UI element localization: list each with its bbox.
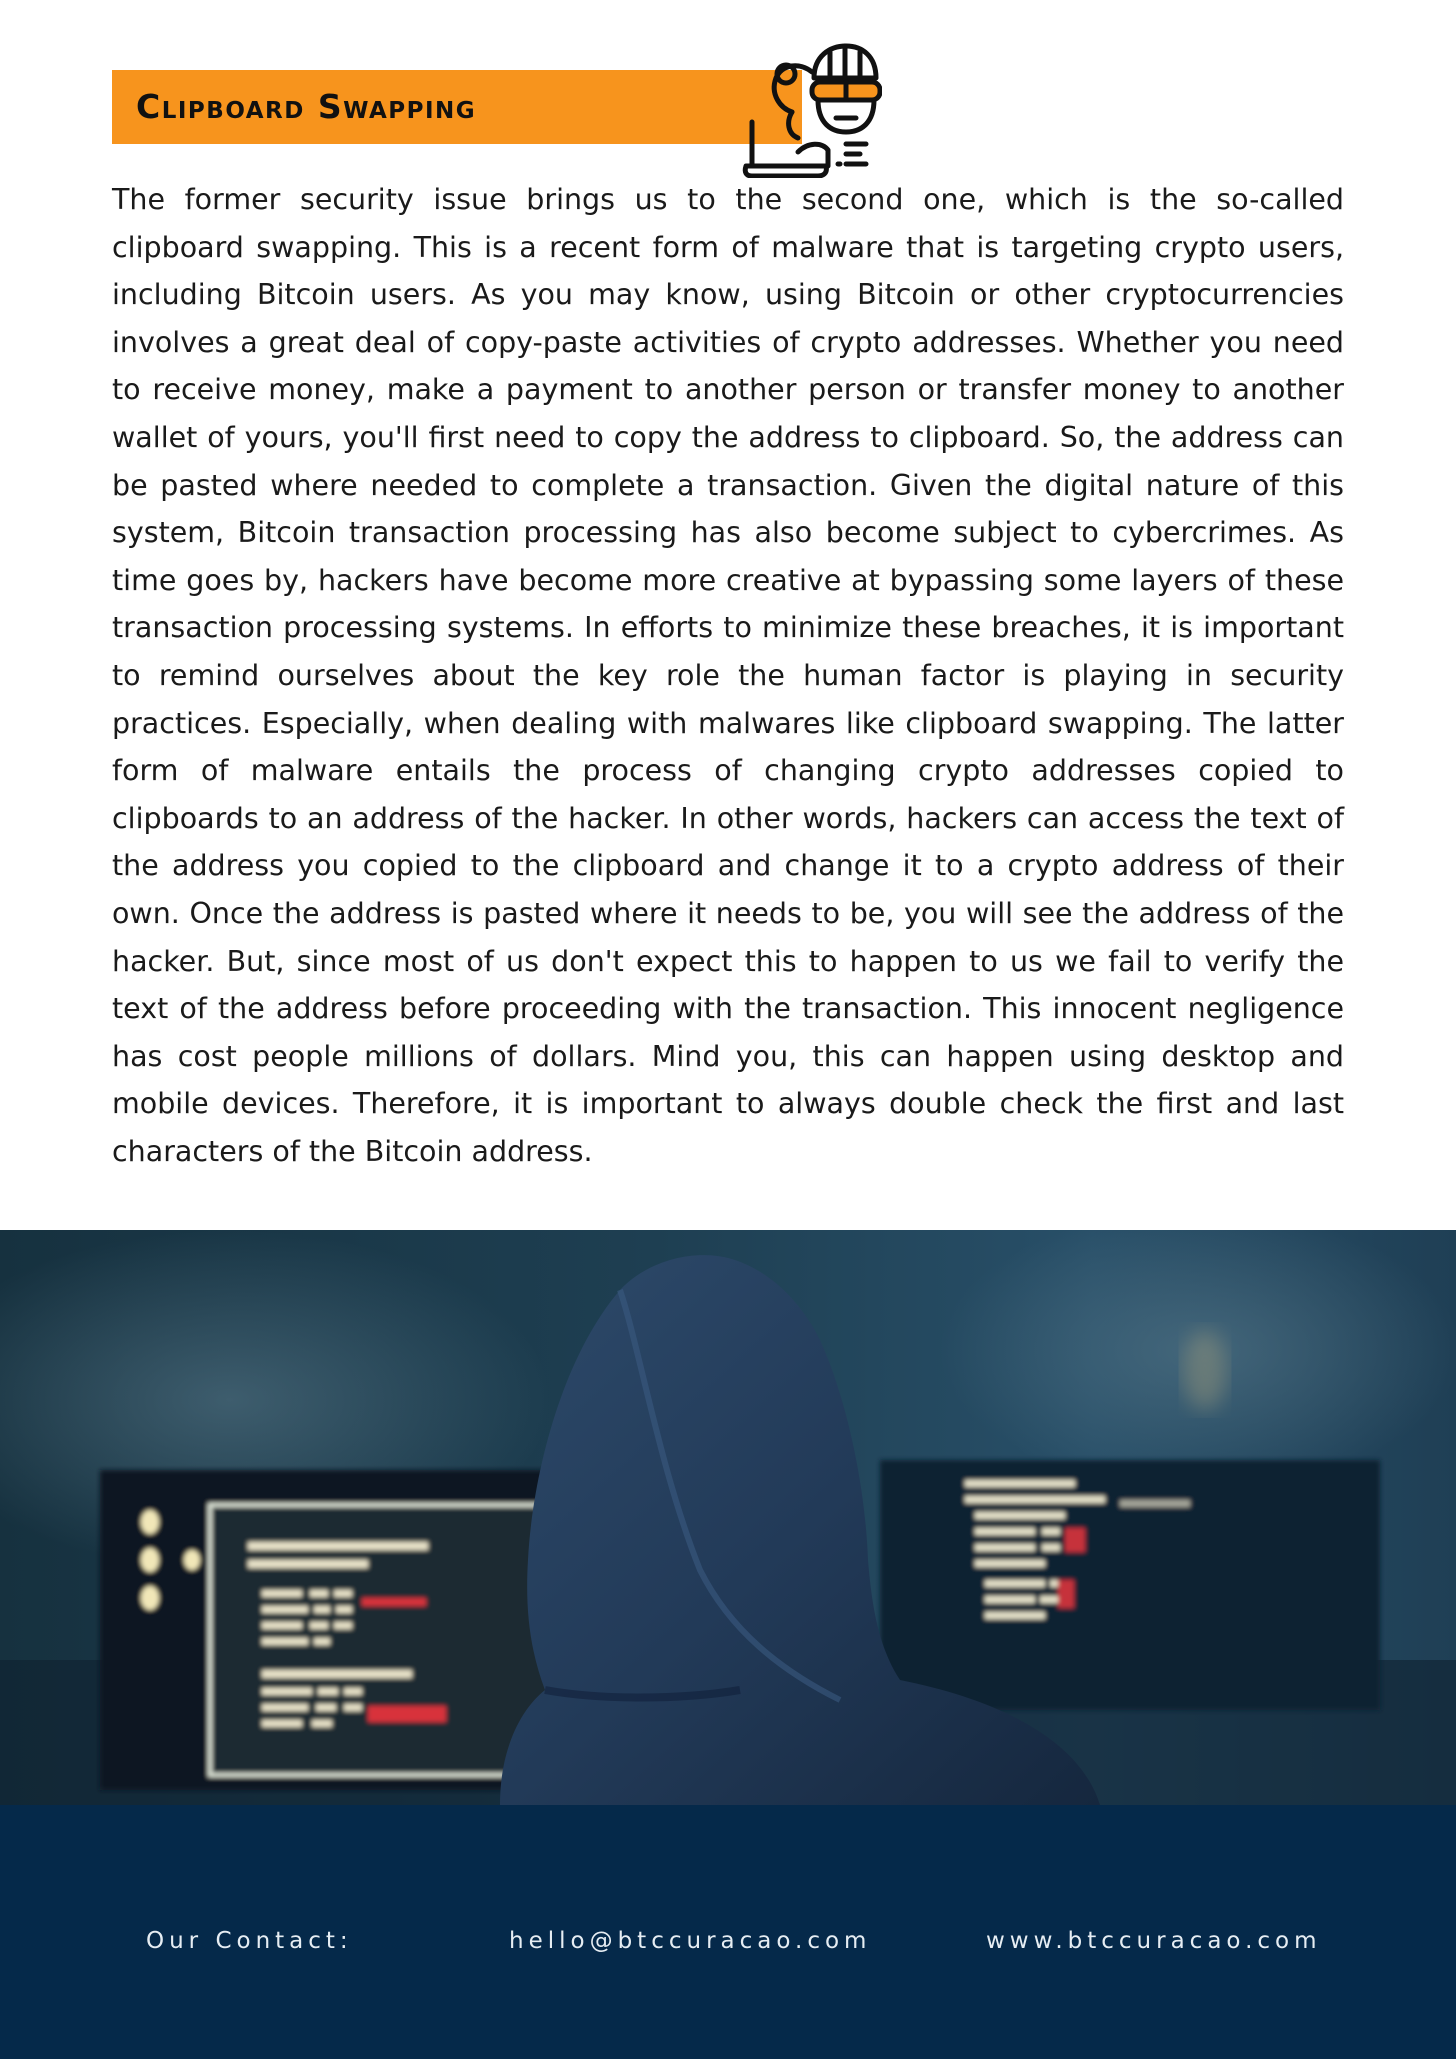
hooded-hacker-photo xyxy=(0,1230,1456,1805)
body-paragraph: The former security issue brings us to the second one, which is the so-called clipboard swapping. This is a recent form of malware that is targeting crypto users, including Bitcoin users. As you may know, using Bitcoin or other cryptocurrencies involves a great deal of copy-paste activities of crypto addresses. Whether you need to receive money, make a payment to another person or transfer money to another wallet of yours, you'll first need to copy the address to clipboard. So, the address can be pasted where needed to complete a transaction. Given the digital nature of this system, Bitcoin transaction processing has also become subject to cybercrimes. As time goes by, hackers have become more creative at bypassing some layers of these transaction processing systems. In efforts to minimize these breaches, it is important to remind ourselves about the key role the human factor is playing in security practices. Especially, when dealing with malwares like clipboard swapping. The latter form of malware entails the process of changing crypto addresses copied to clipboards to an address of the hacker. In other words, hackers can access the text of the address you copied to the clipboard and change it to a crypto address of their own. Once the address is pasted where it needs to be, you will see the address of the hacker. But, since most of us don't expect this to happen to us we fail to verify the text of the address before proceeding with the transaction. This innocent negligence has cost people millions of dollars. Mind you, this can happen using desktop and mobile devices. Therefore, it is important to always double check the first and last characters of the Bitcoin address. xyxy=(112,183,1344,1168)
footer-contact-label: Our Contact: xyxy=(146,1928,353,1954)
hacker-icon xyxy=(742,38,882,178)
footer-website-link[interactable]: www.btccuracao.com xyxy=(986,1928,1322,1954)
section-title: Clipboard Swapping xyxy=(136,87,477,126)
section-title-banner xyxy=(112,70,802,144)
footer-email-link[interactable]: hello@btccuracao.com xyxy=(509,1928,872,1954)
